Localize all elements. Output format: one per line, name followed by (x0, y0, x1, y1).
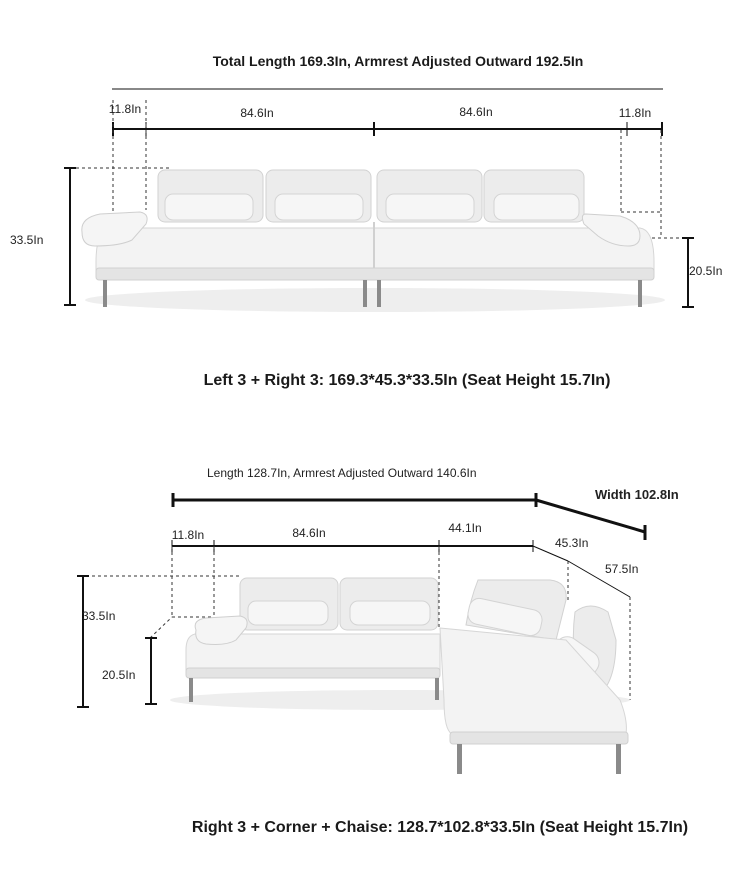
figure2-depth-label: 45.3In (555, 536, 589, 550)
figure1-arm-height-label: 20.5In (689, 264, 723, 278)
figure1-segment-seat-right: 84.6In (459, 105, 493, 119)
figure1-segment-seat-left: 84.6In (240, 106, 274, 120)
figure2-height-label: 33.5In (82, 609, 116, 623)
figure2-title: Length 128.7In, Armrest Adjusted Outward 140.6In (207, 466, 477, 480)
figure2-segment-seat: 84.6In (292, 526, 326, 540)
figure1-height-label: 33.5In (10, 233, 44, 247)
figure1-segment-arm-right: 11.8In (618, 106, 652, 120)
figure1-segment-arm-left: 11.8In (108, 102, 142, 116)
sofa-chaise-illustration (170, 578, 630, 774)
figure2-chaise-label: 57.5In (605, 562, 639, 576)
figure1-caption: Left 3 + Right 3: 169.3*45.3*33.5In (Seat Height 15.7In) (203, 372, 611, 389)
figure1-title: Total Length 169.3In, Armrest Adjusted Outward 192.5In (212, 53, 584, 69)
figure2-width-label: Width 102.8In (595, 487, 679, 502)
width-dimension-line (536, 500, 645, 532)
figure2-segment-arm: 11.8In (171, 528, 205, 542)
figure2-segment-corner: 44.1In (448, 521, 482, 535)
figure2-arm-height-label: 20.5In (102, 668, 136, 682)
figure2-caption: Right 3 + Corner + Chaise: 128.7*102.8*33.5In (Seat Height 15.7In) (191, 819, 689, 836)
